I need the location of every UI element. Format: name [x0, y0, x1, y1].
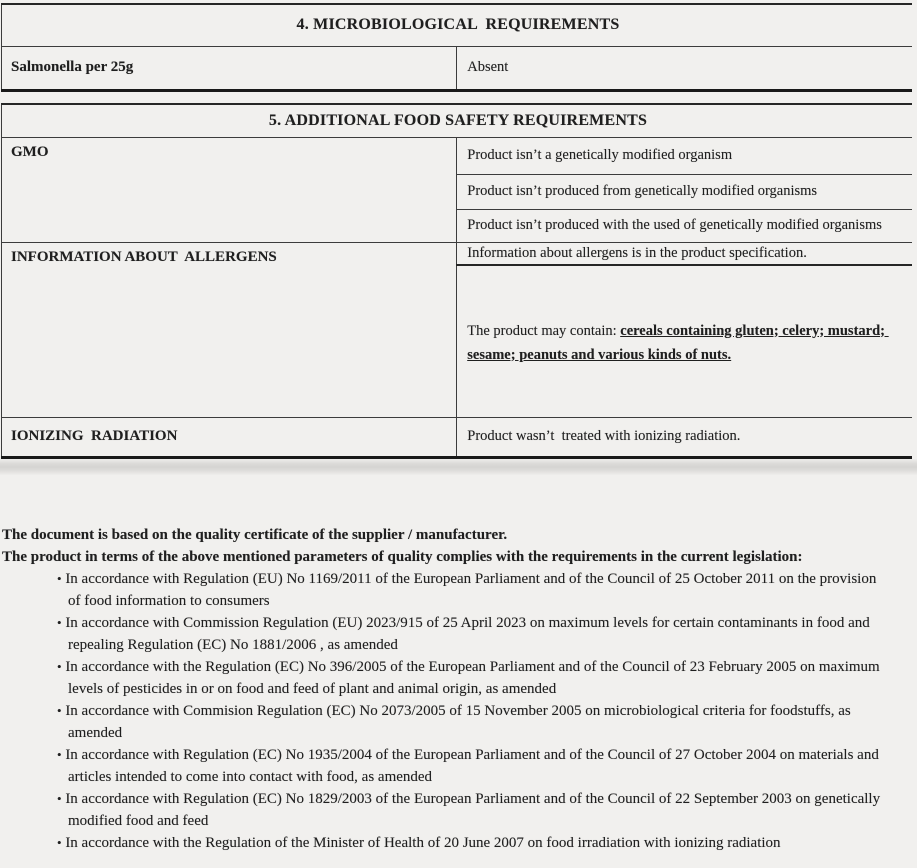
regulation-bullet-text: In accordance with Regulation (EC) No 1935/2004 of the European Parliament and of the Council of 27 October 2004 on materials and articles intended to come into contact with food, as amended [65, 747, 879, 785]
allergens-label: INFORMATION ABOUT ALLERGENS [2, 242, 457, 417]
legislation-statement [2, 524, 886, 854]
page-break-divider [0, 459, 917, 475]
salmonella-value: Absent [457, 46, 912, 90]
regulation-bullet-text: In accordance with Regulation (EU) No 1169/2011 of the European Parliament and of the Council of 25 October 2011 on the provision of food information to consumers [65, 571, 877, 609]
regulation-bullet-text: In accordance with Commision Regulation (EC) No 2073/2005 of 15 November 2005 on microbiological criteria for foodstuffs, as amended [65, 703, 851, 741]
may-contain-prefix: The product may contain: [467, 322, 621, 339]
gmo-value-3: Product isn’t produced with the used of genetically modified organisms [457, 209, 912, 242]
bullet-icon: • [57, 835, 62, 850]
regulation-bullet-6 [2, 788, 886, 832]
regulation-bullet-1 [2, 568, 886, 612]
allergens-may-contain-cell [457, 265, 912, 418]
statement-line-1: The document is based on the quality certificate of the supplier / manufacturer. [2, 527, 508, 543]
salmonella-label: Salmonella per 25g [2, 46, 457, 90]
bullet-icon: • [57, 659, 62, 674]
section-5-header-row [2, 104, 913, 137]
microbiological-requirements-table [1, 3, 912, 92]
regulation-bullet-3 [2, 656, 886, 700]
section-4-title: 4. MICROBIOLOGICAL REQUIREMENTS [2, 4, 913, 46]
regulation-bullet-text: In accordance with the Regulation of the Minister of Health of 20 June 2007 on food irradiation with ionizing radiation [65, 835, 781, 851]
regulation-bullet-text: In accordance with Regulation (EC) No 1829/2003 of the European Parliament and of the Council of 22 September 2003 on genetically modified food and feed [65, 791, 881, 829]
allergen-list-underlined: cereals containing gluten; celery; mustard; sesame; peanuts and various kinds of nuts. [467, 322, 889, 363]
statement-line-2: The product in terms of the above mentioned parameters of quality complies with the requirements in the current legislation: [2, 549, 803, 565]
gmo-value-1: Product isn’t a genetically modified organism [457, 137, 912, 174]
regulation-bullet-7 [2, 832, 886, 854]
salmonella-row [2, 46, 913, 90]
regulation-bullet-4 [2, 700, 886, 744]
bullet-icon: • [57, 747, 62, 762]
gmo-label: GMO [2, 137, 457, 242]
regulation-bullet-text: In accordance with the Regulation (EC) No 396/2005 of the European Parliament and of the Council of 23 February 2005 on maximum levels of pesticides in or on food and feed of plant and animal origin, as amended [65, 659, 880, 697]
bullet-icon: • [57, 703, 62, 718]
regulation-bullet-2 [2, 612, 886, 656]
bullet-icon: • [57, 571, 62, 586]
allergens-value-1: Information about allergens is in the product specification. [457, 242, 912, 265]
bullet-icon: • [57, 615, 62, 630]
gmo-row-1 [2, 137, 913, 174]
ionizing-radiation-row [2, 417, 913, 457]
section-5-title: 5. ADDITIONAL FOOD SAFETY REQUIREMENTS [2, 104, 913, 137]
bullet-icon: • [57, 791, 62, 806]
regulation-bullet-5 [2, 744, 886, 788]
regulation-bullet-text: In accordance with Commission Regulation (EU) 2023/915 of 25 April 2023 on maximum levels for certain contaminants in food and repealing Regulation (EC) No 1881/2006 , as amended [65, 615, 870, 653]
ionizing-radiation-value: Product wasn’t treated with ionizing radiation. [457, 417, 912, 457]
additional-food-safety-table [1, 103, 912, 459]
allergens-row-1 [2, 242, 913, 265]
gmo-value-2: Product isn’t produced from genetically modified organisms [457, 174, 912, 209]
ionizing-radiation-label: IONIZING RADIATION [2, 417, 457, 457]
allergens-may-contain [467, 319, 899, 367]
section-4-header-row [2, 4, 913, 46]
